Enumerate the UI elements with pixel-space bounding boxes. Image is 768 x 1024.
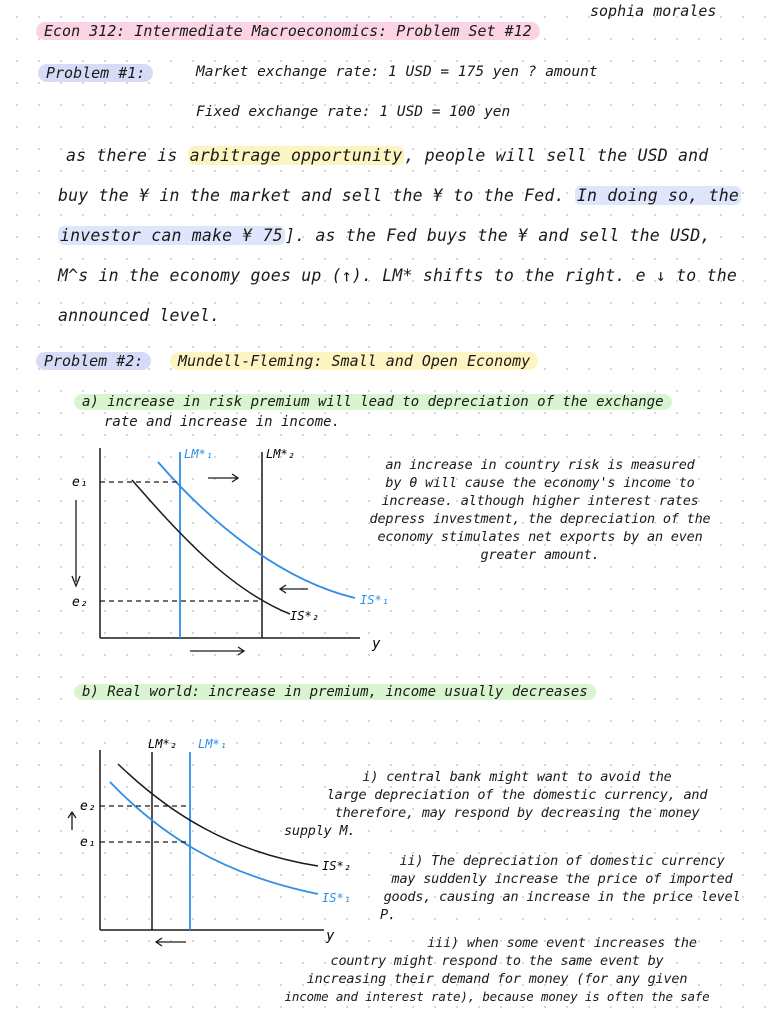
part-b-note-line: increasing their demand for money (for any given bbox=[306, 971, 688, 987]
graph-a-lm2-label: LM*₂ bbox=[266, 447, 295, 461]
part-a-line1: a) increase in risk premium will lead to depreciation of the exchange bbox=[74, 394, 672, 410]
part-a-note-line: by θ will cause the economy's income to bbox=[385, 475, 695, 491]
graph-a-bottom-arrow bbox=[190, 647, 244, 655]
problem1-para-line2: buy the ¥ in the market and sell the ¥ to the Fed. In doing so, the bbox=[58, 186, 739, 205]
part-b-note-line: i) central bank might want to avoid the bbox=[362, 769, 672, 785]
part-a-note-line: depress investment, the depreciation of the bbox=[369, 511, 711, 527]
graph-b-is2-label: IS*₂ bbox=[322, 859, 351, 873]
doing-so-highlight: In doing so, the bbox=[576, 186, 739, 205]
graph-a-right-arrow bbox=[208, 474, 238, 482]
problem1-para-line1: as there is arbitrage opportunity , people will sell the USD and bbox=[66, 146, 709, 165]
title-text: Econ 312: Intermediate Macroeconomics: Problem Set #12 bbox=[36, 22, 540, 40]
graph-a-lm1-label: LM*₁ bbox=[184, 447, 213, 461]
graph-b-left-arrow bbox=[156, 938, 186, 946]
graph-a-left-arrow bbox=[280, 585, 308, 593]
graph-b-e1-label: e₁ bbox=[80, 835, 96, 850]
part-b-note-line: therefore, may respond by decreasing the money bbox=[334, 805, 700, 821]
part-a-note bbox=[322, 456, 758, 564]
part-b-note-1 bbox=[272, 768, 762, 840]
graph-a-is2-label: IS*₂ bbox=[290, 609, 319, 623]
graph-b-is1-label: IS*₁ bbox=[322, 891, 351, 905]
problem1-para-line3: investor can make ¥ 75 ]. as the Fed buys the ¥ and sell the USD, bbox=[60, 226, 711, 245]
graph-b-up-arrow bbox=[68, 812, 76, 830]
graph-a-y-label: y bbox=[372, 636, 381, 652]
part-b-note-line: ii) The depreciation of domestic currency bbox=[399, 853, 725, 869]
graph-a bbox=[60, 440, 389, 660]
market-rate-text: Market exchange rate: 1 USD = 175 yen ? amount bbox=[196, 64, 598, 80]
fixed-rate-text: Fixed exchange rate: 1 USD = 100 yen bbox=[196, 104, 511, 120]
part-b-note-2 bbox=[362, 852, 762, 924]
investor-highlight: investor can make ¥ 75 bbox=[60, 226, 283, 245]
part-b-note-line: large depreciation of the domestic currency, and bbox=[326, 787, 708, 803]
part-a-note-line: greater amount. bbox=[480, 547, 600, 563]
problem2-label: Problem #2: bbox=[36, 352, 151, 370]
part-b-note-line: income and interest rate), because money is often the safe bbox=[284, 989, 710, 1004]
author-name: sophia morales bbox=[590, 2, 717, 20]
problem1-para-line4: M^s in the economy goes up (↑). LM* shifts to the right. e ↓ to the bbox=[58, 266, 737, 285]
graph-b-e2-label: e₂ bbox=[80, 799, 96, 814]
part-a-line2: rate and increase in income. bbox=[104, 414, 341, 430]
part-b-note-line: P. bbox=[380, 907, 396, 923]
part-b-heading: b) Real world: increase in premium, income usually decreases bbox=[74, 684, 596, 700]
part-b-note-line: supply M. bbox=[284, 823, 356, 839]
part-b-note-line: goods, causing an increase in the price level bbox=[383, 889, 741, 905]
graph-b-lm2-label: LM*₂ bbox=[148, 737, 177, 751]
part-b-note-3 bbox=[230, 934, 764, 1006]
problem2-heading: Mundell-Fleming: Small and Open Economy bbox=[170, 352, 538, 370]
problem1-label: Problem #1: bbox=[38, 64, 153, 82]
arbitrage-highlight: arbitrage opportunity bbox=[189, 146, 403, 165]
graph-a-e2-label: e₂ bbox=[72, 595, 88, 610]
graph-a-is2-curve bbox=[132, 480, 290, 614]
part-b-note-line: iii) when some event increases the bbox=[427, 935, 697, 951]
part-b-note-line: country might respond to the same event by bbox=[330, 953, 664, 969]
part-a-note-line: increase. although higher interest rates bbox=[381, 493, 699, 509]
graph-b-y-label: y bbox=[326, 928, 335, 944]
part-a-note-line: economy stimulates net exports by an even bbox=[377, 529, 703, 545]
graph-a-e1-label: e₁ bbox=[72, 475, 88, 490]
problem1-para-line5: announced level. bbox=[58, 306, 221, 325]
page-title bbox=[36, 22, 540, 40]
part-a-note-line: an increase in country risk is measured bbox=[385, 457, 695, 473]
graph-b-lm1-label: LM*₁ bbox=[198, 737, 227, 751]
part-b-note-line: may suddenly increase the price of imported bbox=[391, 871, 733, 887]
graph-a-is1-label: IS*₁ bbox=[360, 593, 389, 607]
